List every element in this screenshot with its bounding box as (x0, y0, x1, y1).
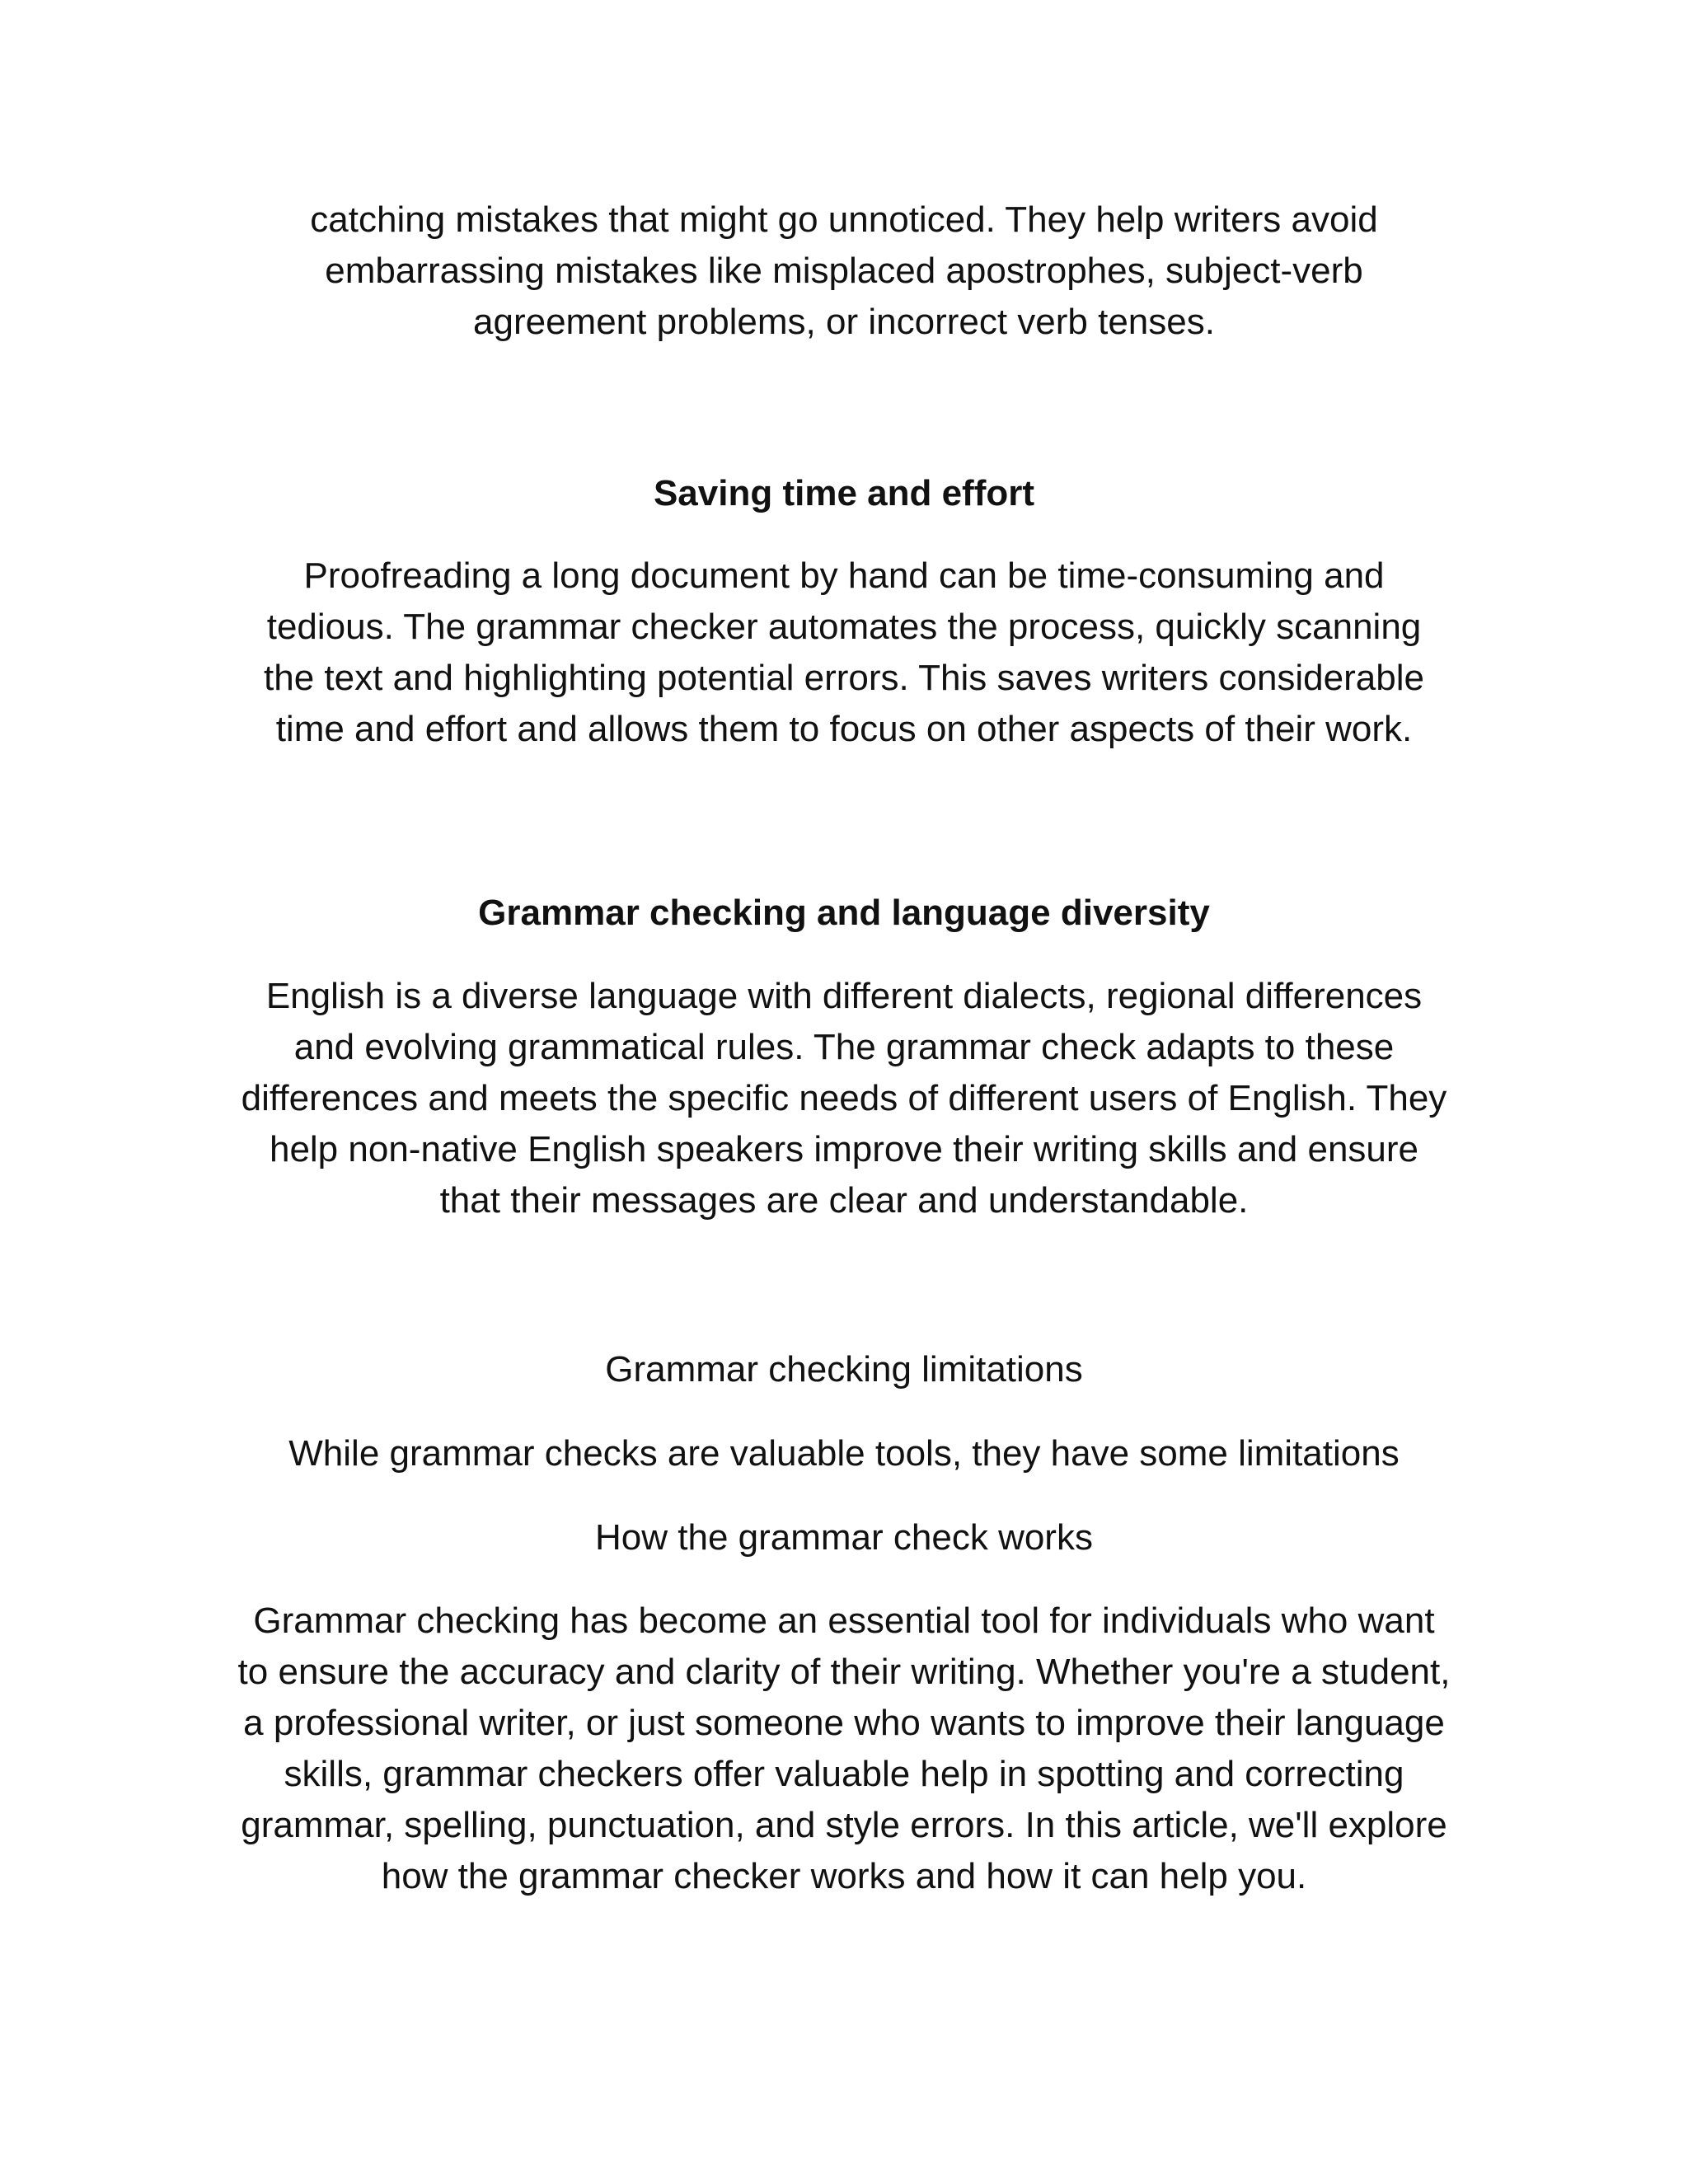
paragraph-language-diversity (165, 971, 1523, 1226)
text-line: skills, grammar checkers offer valuable help in spotting and correcting (284, 1754, 1404, 1794)
text-line: to ensure the accuracy and clarity of their writing. Whether you're a student, (237, 1652, 1451, 1692)
text-line: time and effort and allows them to focus on other aspects of their work. (275, 709, 1413, 749)
heading-limitations: Grammar checking limitations (605, 1349, 1083, 1390)
text-line: catching mistakes that might go unnoticed. They help writers avoid (310, 199, 1378, 240)
heading-saving-time: Saving time and effort (653, 473, 1035, 513)
text-line: agreement problems, or incorrect verb tenses. (473, 302, 1215, 342)
paragraph-intro-continued (165, 194, 1523, 348)
text-line: the text and highlighting potential errors. This saves writers considerable (264, 658, 1424, 698)
heading-how-it-works: How the grammar check works (595, 1517, 1093, 1558)
text-line: how the grammar checker works and how it can help you. (381, 1856, 1307, 1896)
paragraph-limitations: While grammar checks are valuable tools, they have some limitations (288, 1433, 1400, 1474)
text-line: a professional writer, or just someone who wants to improve their language (243, 1703, 1445, 1743)
text-line: differences and meets the specific needs of different users of English. They (241, 1078, 1447, 1118)
text-line: that their messages are clear and understandable. (439, 1180, 1249, 1221)
text-line: Grammar checking has become an essential tool for individuals who want (253, 1601, 1435, 1641)
text-line: Proofreading a long document by hand can be time-consuming and (303, 555, 1385, 596)
paragraph-how-it-works (165, 1596, 1523, 1902)
text-line: English is a diverse language with different dialects, regional differences (265, 976, 1423, 1016)
text-line: embarrassing mistakes like misplaced apostrophes, subject-verb (325, 251, 1363, 291)
text-line: grammar, spelling, punctuation, and style errors. In this article, we'll explore (241, 1805, 1447, 1845)
text-line: tedious. The grammar checker automates the process, quickly scanning (266, 607, 1422, 647)
text-line: help non-native English speakers improve their writing skills and ensure (269, 1129, 1419, 1169)
text-line: and evolving grammatical rules. The grammar check adapts to these (293, 1027, 1395, 1067)
paragraph-saving-time (165, 551, 1523, 755)
heading-language-diversity: Grammar checking and language diversity (478, 893, 1210, 933)
